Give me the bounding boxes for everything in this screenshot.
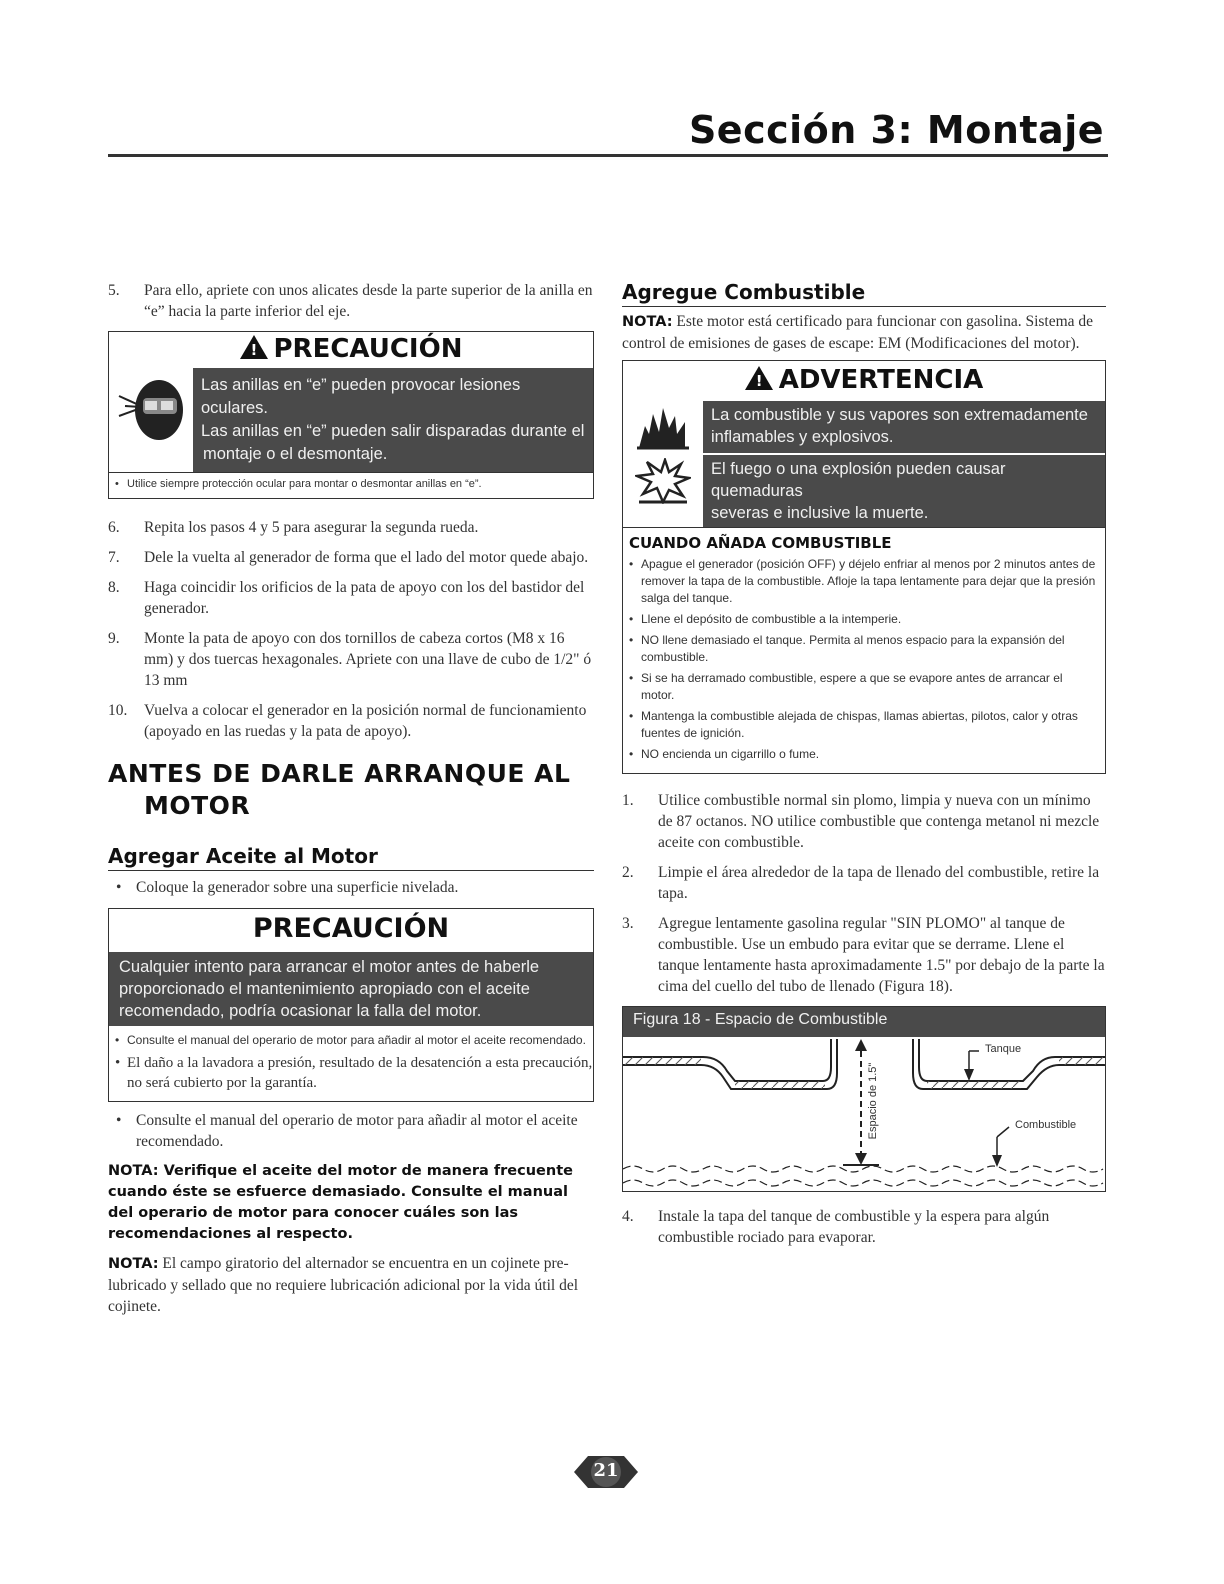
caution-box-oil <box>108 908 594 1102</box>
caution-bullets <box>109 472 593 498</box>
note-fuel: NOTA: Este motor está certificado para funcionar con gasolina. Sistema de control de emisiones de gases de escape: EM (Modificaciones del motor). <box>622 313 1094 352</box>
caution-band: Cualquier intento para arrancar el motor antes de haberle proporcionado el mantenimiento apropiado con el aceite recomendado, podría ocasionar la falla del motor. <box>109 952 593 1026</box>
page-number: 21 <box>593 1460 619 1481</box>
list-item: 10. Vuelva a colocar el generador en la posición normal de funcionamiento (apoyado en las ruedas y la pata de apoyo). <box>108 702 587 740</box>
subsection-heading-fuel: Agregue Combustible <box>622 280 1106 307</box>
caution-band: Las anillas en “e” pueden provocar lesiones oculares. Las anillas en “e” pueden salir disparadas durante el montaje o el desmontaje. <box>193 368 593 472</box>
warning-bullets <box>623 554 1105 773</box>
list-item: 3. Agregue lentamente gasolina regular "SIN PLOMO" al tanque de combustible. Use un embudo para evitar que se derrame. Llene el tanque lentamente hasta aproximadamente 1.5" por debajo de la parte la cima del cuello del tubo de llenado (Figura 18). <box>622 915 1105 995</box>
fire-icon <box>623 401 703 453</box>
page-number-badge <box>574 1452 638 1492</box>
list-item: 1. Utilice combustible normal sin plomo, limpia y nueva con un mínimo de 87 octanos. NO utilice combustible que contenga metanol ni mezcle aceite con combustible. <box>622 792 1100 851</box>
section-heading: ANTES DE DARLE ARRANQUE AL MOTOR <box>108 759 571 820</box>
explosion-icon <box>623 455 703 507</box>
oil-bullets <box>108 877 594 898</box>
caution-bullets <box>109 1026 593 1101</box>
warning-band: La combustible y sus vapores son extremadamente inflamables y explosivos. <box>703 401 1105 453</box>
list-item: • Utilice siempre protección ocular para montar o desmontar anillas en “e”. <box>109 476 593 493</box>
section-title: Sección 3: Montaje <box>688 108 1104 152</box>
list-item: 7. Dele la vuelta al generador de forma que el lado del motor quede abajo. <box>108 549 589 566</box>
figure-drawing <box>623 1037 1105 1191</box>
list-item: 4. Instale la tapa del tanque de combustible y la espera para algún combustible rociado para evaporar. <box>622 1208 1050 1246</box>
warning-row-explosion <box>623 453 1105 527</box>
list-item: 2. Limpie el área alrededor de la tapa de llenado del combustible, retire la tapa. <box>622 864 1100 902</box>
caution-content <box>109 368 593 472</box>
figure-label-fuel: Combustible <box>1015 1119 1077 1131</box>
steps-6-10 <box>108 517 594 742</box>
list-item: • Coloque la generador sobre una superficie nivelada. <box>116 879 459 896</box>
warning-triangle-icon <box>240 335 268 359</box>
list-item: • Consulte el manual del operario de motor para añadir al motor el aceite recomendado. <box>109 1032 593 1049</box>
left-column <box>108 280 594 1317</box>
caution-heading: !PRECAUCIÓN <box>109 332 593 368</box>
list-item: 6. Repita los pasos 4 y 5 para asegurar la segunda rueda. <box>108 519 479 536</box>
list-item: • NO llene demasiado el tanque. Permita al menos espacio para la expansión del combustible. <box>623 632 1097 666</box>
figure-title: Figura 18 - Espacio de Combustible <box>623 1007 1105 1037</box>
warning-triangle-icon <box>745 366 773 390</box>
warning-band: El fuego o una explosión pueden causar quemaduras severas e inclusive la muerte. <box>703 455 1105 527</box>
fuel-step-4 <box>622 1206 1106 1248</box>
figure-label-space: Espacio de 1.5" <box>867 1062 879 1140</box>
list-item: • Llene el depósito de combustible a la intemperie. <box>623 611 1097 628</box>
list-item: 9. Monte la pata de apoyo con dos tornillos de cabeza cortos (M8 x 16 mm) y dos tuercas hexagonales. Apriete con una llave de cubo de 1/2" ó 13 mm <box>108 630 592 689</box>
list-item: • El daño a la lavadora a presión, resultado de la desatención a esta precaución, no será cubierto por la garantía. <box>109 1053 593 1093</box>
safety-goggles-icon <box>109 368 193 450</box>
subsection-heading-oil: Agregar Aceite al Motor <box>108 844 594 871</box>
warning-box-fuel <box>622 360 1106 774</box>
note-alternator: NOTA: El campo giratorio del alternador se encuentra en un cojinete pre-lubricado y sellado que no requiere lubricación adicional por la vida útil del cojinete. <box>108 1255 579 1315</box>
right-column <box>622 280 1106 1257</box>
warning-row-flammable <box>623 401 1105 453</box>
caution-heading: PRECAUCIÓN <box>252 913 450 944</box>
list-item: • NO encienda un cigarrillo o fume. <box>623 746 1097 763</box>
list-item: • Mantenga la combustible alejada de chispas, llamas abiertas, pilotos, calor y otras fuentes de ignición. <box>623 708 1097 742</box>
figure-18 <box>622 1006 1106 1192</box>
warning-subheading: CUANDO AÑADA COMBUSTIBLE <box>623 527 1105 554</box>
caution-box-e-ring <box>108 331 594 499</box>
list-item: • Si se ha derramado combustible, espere a que se evapore antes de arrancar el motor. <box>623 670 1097 704</box>
list-item: 5. Para ello, apriete con unos alicates desde la parte superior de la anilla en “e” hacia la parte inferior del eje. <box>108 282 593 320</box>
header-rule <box>108 154 1108 157</box>
figure-label-tank: Tanque <box>985 1043 1022 1055</box>
warning-heading: !ADVERTENCIA <box>623 361 1105 401</box>
oil-after-bullets <box>108 1110 594 1152</box>
fuel-steps <box>622 790 1106 997</box>
list-item: • Consulte el manual del operario de motor para añadir al motor el aceite recomendado. <box>116 1112 578 1150</box>
fuel-tank-diagram <box>623 1037 1105 1191</box>
list-item: • Apague el generador (posición OFF) y déjelo enfriar al menos por 2 minutos antes de remover la tapa de la combustible. Afloje la tapa lentamente para dejar que la presión salga del tanque. <box>623 556 1097 607</box>
note-oil-check: NOTA: Verifique el aceite del motor de manera frecuente cuando éste se esfuerce demasiado. Consulte el manual del operario de motor para conocer cuáles son las recomendaciones al respecto. <box>108 1163 573 1242</box>
list-item: 8. Haga coincidir los orificios de la pata de apoyo con los del bastidor del generador. <box>108 579 585 617</box>
step-5-list <box>108 280 594 322</box>
